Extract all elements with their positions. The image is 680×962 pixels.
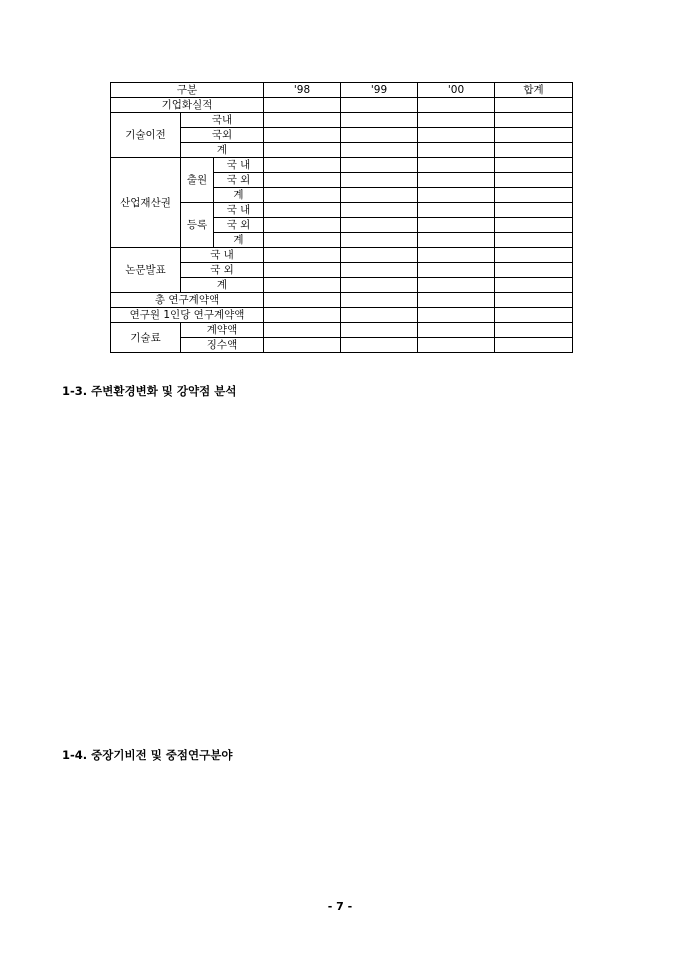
row-group-industrial-property: 산업재산권 — [111, 158, 181, 248]
table-row — [111, 263, 573, 278]
row-label-domestic: 국 내 — [214, 158, 264, 173]
row-subgroup-registration: 등록 — [181, 203, 214, 248]
header-total: 합계 — [495, 83, 573, 98]
row-label-domestic: 국 내 — [214, 203, 264, 218]
table-row — [111, 113, 573, 128]
table-row — [111, 158, 573, 173]
row-label-foreign: 국 외 — [214, 218, 264, 233]
row-label-subtotal: 계 — [214, 233, 264, 248]
row-label-total-contract: 총 연구계약액 — [111, 293, 264, 308]
table-row — [111, 308, 573, 323]
row-group-papers: 논문발표 — [111, 248, 181, 293]
header-1999: '99 — [341, 83, 418, 98]
row-label-contract-amount: 계약액 — [181, 323, 264, 338]
table-row — [111, 143, 573, 158]
table-row — [111, 203, 573, 218]
row-label-subtotal: 계 — [181, 278, 264, 293]
row-label-foreign: 국외 — [181, 128, 264, 143]
row-label-subtotal: 계 — [214, 188, 264, 203]
table-row — [111, 323, 573, 338]
row-label-foreign: 국 외 — [214, 173, 264, 188]
header-1998: '98 — [264, 83, 341, 98]
table-header-row — [111, 83, 573, 98]
page-number: - 7 - — [327, 900, 353, 913]
row-label-per-researcher: 연구원 1인당 연구계약액 — [111, 308, 264, 323]
table-row — [111, 128, 573, 143]
row-label-domestic: 국 내 — [181, 248, 264, 263]
row-label-domestic: 국내 — [181, 113, 264, 128]
row-label-commercialization: 기업화실적 — [111, 98, 264, 113]
section-heading-environment-analysis: 1-3. 주변환경변화 및 강약점 분석 — [62, 384, 237, 398]
row-label-foreign: 국 외 — [181, 263, 264, 278]
row-subgroup-application: 출원 — [181, 158, 214, 203]
performance-table — [110, 82, 573, 353]
row-group-tech-fee: 기술료 — [111, 323, 181, 353]
table-row — [111, 248, 573, 263]
row-label-collected-amount: 징수액 — [181, 338, 264, 353]
table-row — [111, 293, 573, 308]
table-row — [111, 278, 573, 293]
table-row — [111, 98, 573, 113]
row-group-tech-transfer: 기술이전 — [111, 113, 181, 158]
header-2000: '00 — [418, 83, 495, 98]
table-row — [111, 338, 573, 353]
row-label-subtotal: 계 — [181, 143, 264, 158]
header-category: 구분 — [111, 83, 264, 98]
section-heading-long-term-vision: 1-4. 중장기비전 및 중점연구분야 — [62, 748, 233, 762]
